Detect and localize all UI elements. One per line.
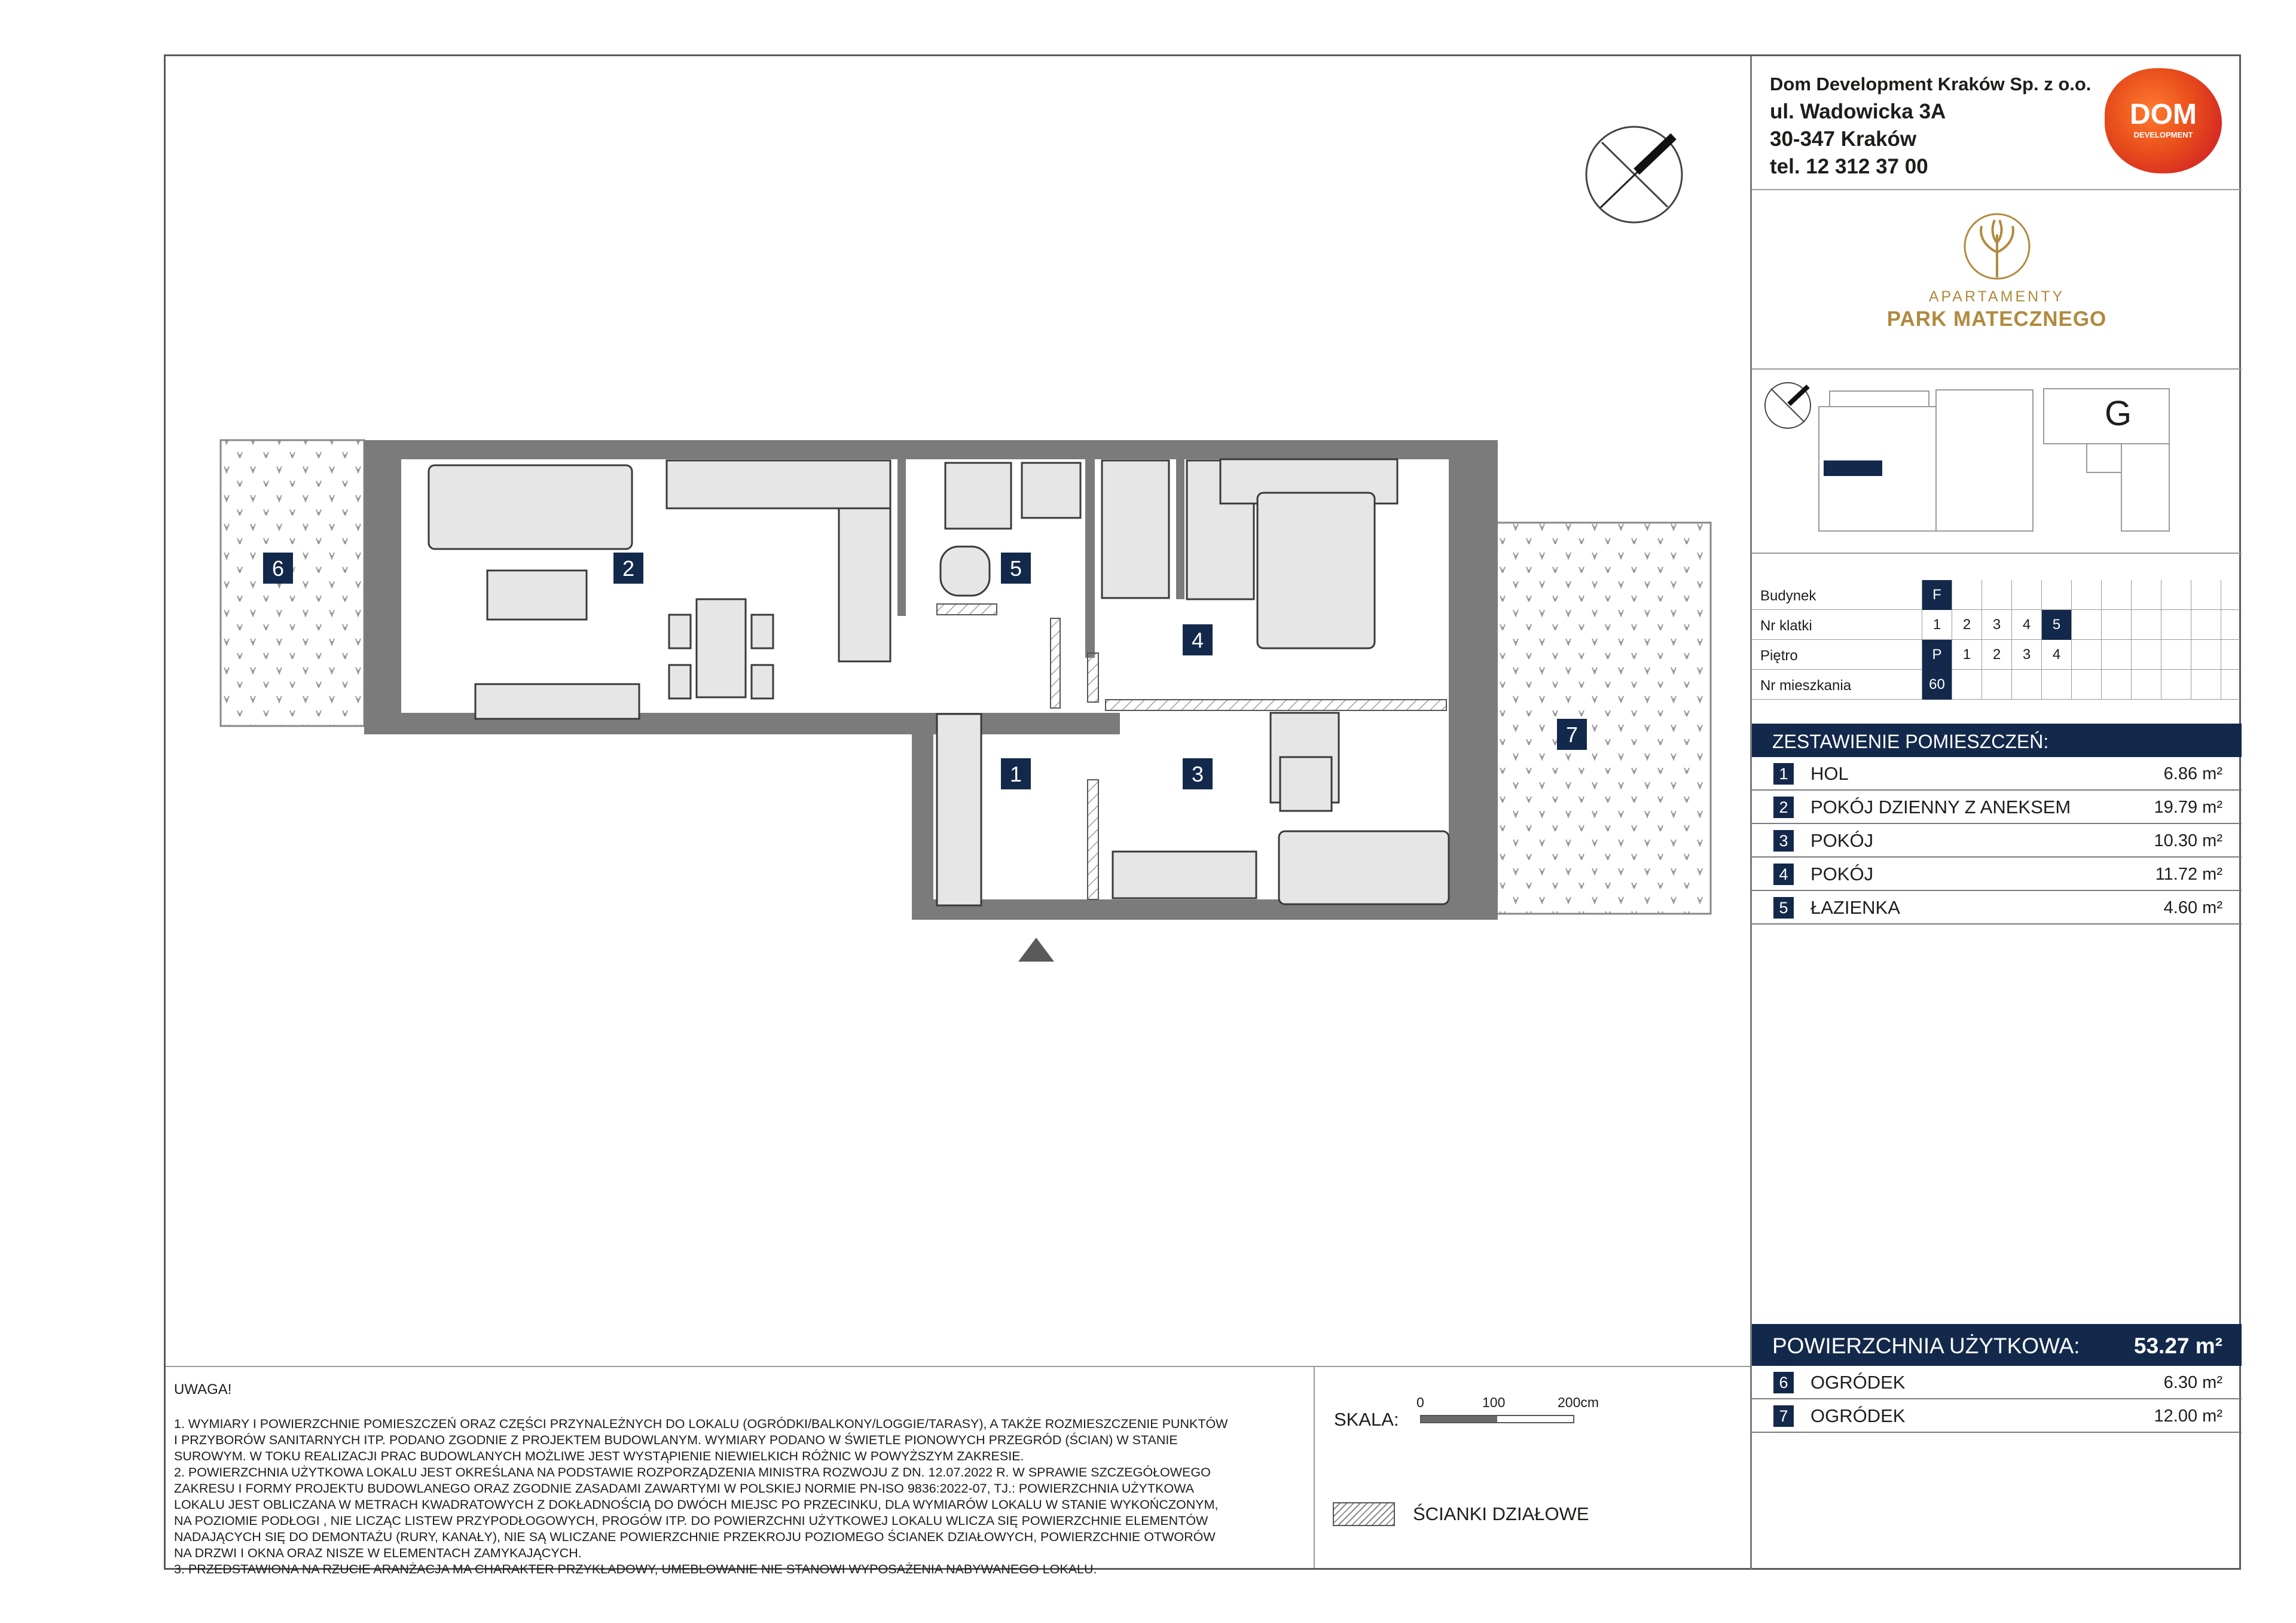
location-cell: 3 bbox=[1981, 610, 2011, 640]
location-cell: 60 bbox=[1922, 670, 1952, 700]
key-plan bbox=[1752, 370, 2242, 554]
location-cell: 2 bbox=[1981, 640, 2011, 670]
floor-plan-sheet bbox=[164, 54, 2241, 1576]
location-cell bbox=[2221, 640, 2251, 670]
rooms-title-bar bbox=[1752, 724, 2242, 757]
room-tag-5 bbox=[1001, 553, 1031, 584]
location-cell bbox=[2101, 580, 2131, 610]
company-phone: tel. 12 312 37 00 bbox=[1770, 155, 1928, 178]
room-tag-label: 1 bbox=[1009, 762, 1022, 786]
location-cell bbox=[2221, 580, 2251, 610]
location-cell: 4 bbox=[2011, 610, 2041, 640]
location-cell bbox=[2041, 580, 2071, 610]
location-cell bbox=[2191, 580, 2221, 610]
scale-tick-200: 200cm bbox=[1558, 1395, 1599, 1410]
tree-logo-icon bbox=[1961, 210, 2033, 282]
north-arrow-icon bbox=[1586, 127, 1682, 222]
room-tag-1 bbox=[1001, 758, 1031, 789]
location-cell: 4 bbox=[2041, 640, 2071, 670]
extras-row bbox=[1752, 1366, 2242, 1399]
rooms-num: 1 bbox=[1773, 763, 1794, 785]
rooms-area: 10.30 m² bbox=[2154, 831, 2222, 850]
location-cell bbox=[1952, 670, 1981, 700]
location-cell bbox=[2221, 670, 2251, 700]
location-row-2 bbox=[1752, 640, 2242, 670]
garden-7 bbox=[1482, 523, 1711, 914]
location-cell: 1 bbox=[1922, 610, 1952, 640]
company-city: 30-347 Kraków bbox=[1770, 127, 1917, 151]
floor-plan-drawing bbox=[166, 56, 1750, 1342]
extras-area: 12.00 m² bbox=[2154, 1407, 2222, 1426]
rooms-area: 6.86 m² bbox=[2163, 764, 2222, 783]
room-tag-label: 3 bbox=[1191, 762, 1204, 786]
extras-num: 7 bbox=[1773, 1405, 1794, 1427]
location-cell: 2 bbox=[1952, 610, 1981, 640]
scale-label: SKALA: bbox=[1334, 1409, 1399, 1430]
rooms-num: 5 bbox=[1773, 897, 1794, 919]
scale-bar bbox=[1420, 1415, 1574, 1423]
rooms-area: 11.72 m² bbox=[2155, 865, 2222, 884]
rooms-row bbox=[1752, 858, 2242, 891]
location-cell bbox=[2191, 640, 2221, 670]
location-cell: 5 bbox=[2041, 610, 2071, 640]
location-cell bbox=[2131, 580, 2161, 610]
location-cell bbox=[2161, 580, 2191, 610]
location-cell: F bbox=[1922, 580, 1952, 610]
location-row-1 bbox=[1752, 610, 2242, 640]
company-header bbox=[1752, 56, 2242, 190]
location-row-label: Nr klatki bbox=[1760, 618, 1812, 634]
key-plan-unit-highlight bbox=[1824, 460, 1882, 476]
usable-area-value: 53.27 m² bbox=[2133, 1334, 2222, 1358]
room-tag-7 bbox=[1557, 719, 1587, 750]
project-line-1: APARTAMENTY bbox=[1928, 288, 2065, 305]
rooms-area: 4.60 m² bbox=[2163, 898, 2222, 917]
location-cell bbox=[1981, 580, 2011, 610]
location-cell bbox=[2071, 670, 2101, 700]
location-cell bbox=[2071, 640, 2101, 670]
room-tag-label: 7 bbox=[1565, 722, 1578, 747]
location-cell bbox=[2071, 610, 2101, 640]
partition-legend-swatch bbox=[1333, 1502, 1395, 1526]
location-cell: P bbox=[1922, 640, 1952, 670]
location-cell bbox=[2101, 670, 2131, 700]
location-cell bbox=[2071, 580, 2101, 610]
dom-logo-text: DOM bbox=[2130, 99, 2197, 130]
location-row-0 bbox=[1752, 580, 2242, 610]
project-logo-box bbox=[1752, 190, 2242, 370]
location-cell bbox=[2101, 610, 2131, 640]
notes-warning: UWAGA! bbox=[174, 1381, 232, 1398]
location-cell bbox=[2101, 640, 2131, 670]
dom-development-logo bbox=[2105, 68, 2222, 173]
rooms-row bbox=[1752, 791, 2242, 824]
location-cell bbox=[2131, 670, 2161, 700]
location-row-3 bbox=[1752, 670, 2242, 700]
entrance-arrow-icon bbox=[1018, 938, 1054, 962]
usable-area-bar bbox=[1752, 1324, 2242, 1366]
key-plan-drawing bbox=[1752, 370, 2242, 554]
location-cell bbox=[2161, 640, 2191, 670]
location-cell bbox=[2011, 670, 2041, 700]
extras-area: 6.30 m² bbox=[2163, 1373, 2222, 1392]
rooms-row bbox=[1752, 757, 2242, 791]
location-cell bbox=[2191, 670, 2221, 700]
notes-text: 1. WYMIARY I POWIERZCHNIE POMIESZCZEŃ ORAZ CZĘŚCI PRZYNALEŻNYCH DO LOKALU (OGRÓDKI/BALKONY/LOGGIE/TARASY), A TAKŻE ROZMIESZCZENIE PUNKTÓW I PRZYBORÓW SANITARNYCH ITP. PODANO ZGODNIE Z PROJEKTEM BUDOWLANYM. WYMIARY PODANO W ŚWIETLE PIONOWYCH PRZEGRÓD (ŚCIAN) W STANIE SUROWYM. W TOKU REALIZACJI PRAC BUDOWLANYCH MOŻLIWE JEST WYSTĄPIENIE NIEWIELKICH RÓŻNIC W POWYŻSZYM ZAKRESIE. 2. POWIERZCHNIA UŻYTKOWA LOKALU JEST OKREŚLANA NA PODSTAWIE ROZPORZĄDZENIA MINISTRA ROZWOJU Z DN. 12.07.2022 R. W SPRAWIE SZCZEGÓŁOWEGO ZAKRESU I FORMY PROJEKTU BUDOWLANEGO ORAZ ZGODNIE ZASADAMI ZAWARTYMI W POLSKIEJ NORMIE PN-ISO 9836:2022-07, TJ.: POWIERZCHNIA UŻYTKOWA LOKALU JEST OBLICZANA W METRACH KWADRATOWYCH Z DOKŁADNOŚCIĄ DO DWÓCH MIEJSC PO PRZECINKU, DLA WYMIARÓW LOKALU W STANIE WYKOŃCZONYM, NA POZIOMIE PODŁOGI , NIE LICZĄC LISTEW PRZYPODŁOGOWYCH, PROGÓW ITP. DO POWIERZCHNI UŻYTKOWEJ LOKALU WLICZA SIĘ POWIERZCHNIE ELEMENTÓW NADAJĄCYCH SIĘ DO DEMONTAŻU (RURY, KANAŁY), NIE SĄ WLICZANE POWIERZCHNIE PRZEKROJU POZIOMEGO ŚCIANEK DZIAŁOWYCH, POWIERZCHNIE OTWORÓW NA DRZWI I OKNA ORAZ NISZE W ELEMENTACH ZAMYKAJĄCYCH. 3. PRZEDSTAWIONA NA RZUCIE ARANŻACJA MA CHARAKTER PRZYKŁADOWY, UMEBLOWANIE NIE STANOWI WYPOSAŻENIA NABYWANEGO LOKALU. bbox=[174, 1417, 1228, 1576]
dom-logo-subtext: DEVELOPMENT bbox=[2133, 130, 2193, 139]
location-cell: 1 bbox=[1952, 640, 1981, 670]
location-row-label: Piętro bbox=[1760, 648, 1798, 664]
scale-panel bbox=[1314, 1366, 1752, 1568]
room-tag-label: 2 bbox=[622, 556, 635, 581]
location-cell bbox=[2041, 670, 2071, 700]
scale-tick-100: 100 bbox=[1482, 1395, 1506, 1410]
location-cell bbox=[1952, 580, 1981, 610]
rooms-name: HOL bbox=[1810, 763, 1849, 784]
rooms-row bbox=[1752, 824, 2242, 858]
usable-area-label: POWIERZCHNIA UŻYTKOWA: bbox=[1772, 1334, 2080, 1358]
project-line-2: PARK MATECZNEGO bbox=[1886, 307, 2107, 331]
room-tag-6 bbox=[263, 553, 293, 584]
location-cell bbox=[2161, 610, 2191, 640]
location-cell: 3 bbox=[2011, 640, 2041, 670]
location-cell bbox=[2191, 610, 2221, 640]
rooms-name: POKÓJ DZIENNY Z ANEKSEM bbox=[1810, 797, 2071, 817]
rooms-title: ZESTAWIENIE POMIESZCZEŃ: bbox=[1772, 731, 2049, 752]
extras-name: OGRÓDEK bbox=[1810, 1372, 1906, 1393]
room-tag-label: 5 bbox=[1009, 556, 1022, 581]
scale-tick-0: 0 bbox=[1416, 1395, 1424, 1410]
rooms-name: POKÓJ bbox=[1810, 830, 1874, 851]
location-cell bbox=[1981, 670, 2011, 700]
partition-legend-label: ŚCIANKI DZIAŁOWE bbox=[1413, 1503, 1589, 1524]
company-name: Dom Development Kraków Sp. z o.o. bbox=[1770, 74, 2092, 94]
extras-row bbox=[1752, 1399, 2242, 1433]
key-plan-building-letter: G bbox=[2105, 394, 2132, 433]
room-tag-3 bbox=[1183, 758, 1213, 789]
notes-panel bbox=[166, 1366, 1314, 1576]
location-cell bbox=[2131, 640, 2161, 670]
rooms-num: 3 bbox=[1773, 830, 1794, 852]
location-cell bbox=[2131, 610, 2161, 640]
rooms-num: 4 bbox=[1773, 864, 1794, 885]
location-cell bbox=[2221, 610, 2251, 640]
extras-num: 6 bbox=[1773, 1372, 1794, 1393]
rooms-row bbox=[1752, 891, 2242, 925]
room-tag-label: 4 bbox=[1191, 628, 1204, 652]
location-row-label: Budynek bbox=[1760, 588, 1816, 604]
room-tag-label: 6 bbox=[271, 556, 285, 581]
location-cell bbox=[2011, 580, 2041, 610]
rooms-area: 19.79 m² bbox=[2154, 798, 2222, 817]
location-row-label: Nr mieszkania bbox=[1760, 678, 1852, 694]
room-tag-2 bbox=[613, 553, 643, 584]
location-cell bbox=[2161, 670, 2191, 700]
extras-name: OGRÓDEK bbox=[1810, 1405, 1906, 1426]
info-sidebar bbox=[1750, 56, 2242, 1569]
key-plan-north-icon bbox=[1765, 383, 1810, 428]
location-grid bbox=[1752, 580, 2242, 700]
rooms-num: 2 bbox=[1773, 797, 1794, 818]
rooms-name: ŁAZIENKA bbox=[1810, 897, 1900, 918]
company-street: ul. Wadowicka 3A bbox=[1770, 100, 1946, 123]
rooms-name: POKÓJ bbox=[1810, 864, 1874, 884]
furniture bbox=[429, 459, 1449, 905]
room-tag-4 bbox=[1183, 624, 1213, 655]
